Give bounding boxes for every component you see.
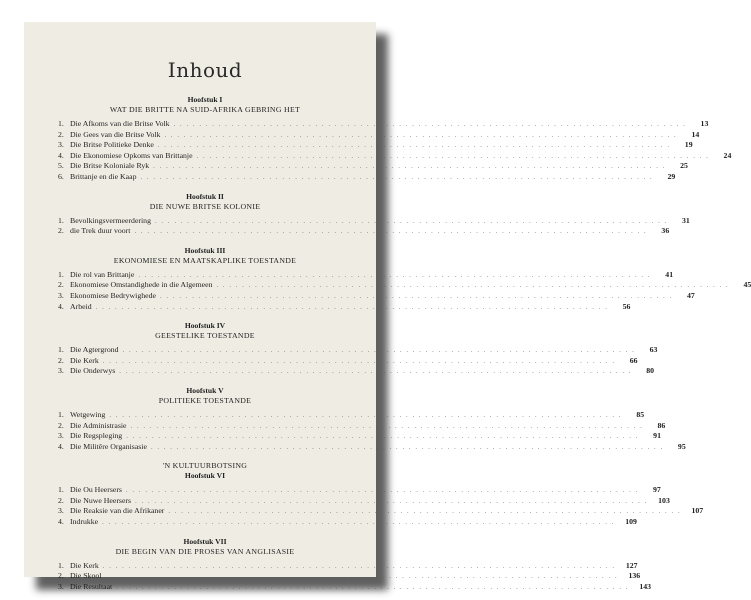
chapter-section	[58, 245, 751, 312]
entry-number: 1.	[58, 485, 64, 495]
toc-entry	[58, 431, 661, 442]
entry-page-number: 143	[639, 581, 652, 591]
entry-page-number: 97	[652, 485, 661, 495]
toc-entry	[58, 560, 638, 572]
entry-label: Die Britse Koloniale Ryk	[70, 161, 150, 171]
dot-leader: . . . . . . . . . . . . . . . . . . . . . . . . . . . . . . . . . . . . . . . . . . . . . . . . . . . . . . . . . . . . . . . . . . . . . . . . . . . . . . . .	[105, 573, 619, 581]
entry-label: Die Nuwe Heersers	[70, 495, 132, 505]
dot-leader: . . . . . . . . . . . . . . . . . . . . . . . . . . . . . . . . . . . . . . . . . . . . . . . . . . . . . . . . . . . . . . . . . . . . . . . . . . . . . . . .	[150, 443, 664, 451]
toc-entry	[58, 355, 638, 367]
chapter-title: POLITIEKE TOESTANDE	[158, 395, 252, 405]
toc-entry	[58, 215, 690, 227]
entry-label: Arbeid	[70, 301, 92, 311]
toc-entry	[58, 517, 637, 528]
entry-page-number: 136	[628, 571, 641, 581]
entry-label: Bevolkingsvermeerdering	[70, 215, 151, 225]
toc-entry	[58, 301, 631, 313]
toc-entry	[58, 495, 670, 507]
toc-entry	[58, 290, 695, 302]
toc-entry	[58, 161, 688, 172]
dot-leader: . . . . . . . . . . . . . . . . . . . . . . . . . . . . . . . . . . . . . . . . . . . . . . . . . . . . . . . . . . . . . . . . . . . . . . . . . . . . . . . .	[138, 271, 652, 279]
entry-number: 4.	[58, 150, 64, 160]
dot-leader: . . . . . . . . . . . . . . . . . . . . . . . . . . . . . . . . . . . . . . . . . . . . . . . . . . . . . . . . . . . . . . . . . . . . . . . . . . . . . . . .	[157, 142, 671, 150]
toc-entry	[58, 226, 670, 237]
toc-entry	[58, 140, 693, 151]
entry-page-number: 80	[646, 366, 655, 376]
dot-leader: . . . . . . . . . . . . . . . . . . . . . . . . . . . . . . . . . . . . . . . . . . . . . . . . . . . . . . . . . . . . . . . . . . . . . . . . . . . . . . . .	[153, 163, 666, 171]
entry-label: Die Resultaat	[70, 581, 113, 591]
entry-number: 4.	[58, 441, 64, 451]
entry-page-number: 103	[658, 495, 670, 505]
chapter-heading: Hoofstuk II	[186, 191, 224, 201]
entry-label: Brittanje en die Kaap	[70, 171, 137, 181]
toc-entry	[58, 129, 700, 141]
entry-number: 1.	[58, 345, 64, 355]
dot-leader: . . . . . . . . . . . . . . . . . . . . . . . . . . . . . . . . . . . . . . . . . . . . . . . . . . . . . . . . . . . . . . . . . . . . . . . . . . . . . . . .	[116, 583, 630, 591]
entry-label: Die Ekonomiese Opkoms van Brittanje	[70, 150, 193, 160]
entry-label: Die Gees van die Britse Volk	[70, 129, 161, 139]
toc-entry	[58, 280, 751, 291]
entry-page-number: 36	[661, 226, 670, 236]
entry-label: Ekonomiese Omstandighede in die Algemeen	[70, 280, 213, 290]
entry-label: Die Afkoms van die Britse Volk	[70, 119, 170, 128]
chapter-heading: Hoofstuk VI	[184, 471, 226, 481]
entry-number: 1.	[58, 215, 64, 225]
chapter-title: GEESTELIKE TOESTANDE	[155, 331, 255, 341]
entry-page-number: 109	[625, 517, 637, 527]
entry-page-number: 13	[700, 119, 709, 128]
entry-label: Die Britse Politieke Denke	[70, 140, 154, 150]
page-title: Inhoud	[167, 58, 243, 82]
chapter-heading: Hoofstuk IV	[184, 321, 226, 331]
entry-number: 3.	[58, 581, 64, 591]
toc-entry	[58, 485, 661, 496]
entry-page-number: 47	[686, 290, 695, 300]
dot-leader: . . . . . . . . . . . . . . . . . . . . . . . . . . . . . . . . . . . . . . . . . . . . . . . . . . . . . . . . . . . . . . . . . . . . . . . . . . . . . . . .	[164, 131, 678, 139]
dot-leader: . . . . . . . . . . . . . . . . . . . . . . . . . . . . . . . . . . . . . . . . . . . . . . . . . . . . . . . . . . . . . . . . . . . . . . . . . . . . . . . .	[196, 152, 710, 160]
entry-page-number: 29	[667, 171, 676, 181]
entry-page-number: 14	[691, 129, 700, 139]
entry-number: 6.	[58, 171, 64, 181]
entry-page-number: 91	[653, 431, 661, 441]
entry-page-number: 45	[743, 280, 751, 290]
toc-entry	[58, 150, 732, 162]
entry-number: 3.	[58, 431, 64, 441]
dot-leader: . . . . . . . . . . . . . . . . . . . . . . . . . . . . . . . . . . . . . . . . . . . . . . . . . . . . . . . . . . . . . . . . . . . . . . . . . . . . . . . .	[135, 497, 648, 505]
toc-entry	[58, 441, 686, 453]
entry-number: 2.	[58, 280, 64, 290]
entry-label: Die Ou Heersers	[70, 485, 122, 495]
chapter-title: DIE NUWE BRITSE KOLONIE	[149, 201, 261, 211]
entry-page-number: 86	[657, 420, 666, 430]
entry-number: 1.	[58, 269, 64, 279]
entry-number: 1.	[58, 560, 64, 570]
entry-number: 3.	[58, 366, 64, 376]
entry-label: Die rol van Brittanje	[70, 269, 135, 279]
chapter-section	[58, 536, 652, 593]
dot-leader: . . . . . . . . . . . . . . . . . . . . . . . . . . . . . . . . . . . . . . . . . . . . . . . . . . . . . . . . . . . . . . . . . . . . . . . . . . . . . . . .	[140, 173, 654, 181]
entry-number: 1.	[58, 409, 64, 419]
entry-number: 2.	[58, 420, 64, 430]
entry-page-number: 85	[636, 409, 645, 419]
chapter-heading: Hoofstuk VII	[183, 536, 227, 546]
entry-label: Die Reaksie van die Afrikaner	[70, 506, 165, 516]
entry-label: Die Regspleging	[70, 431, 123, 441]
entry-page-number: 107	[691, 506, 704, 516]
dot-leader: . . . . . . . . . . . . . . . . . . . . . . . . . . . . . . . . . . . . . . . . . . . . . . . . . . . . . . . . . . . . . . . . . . . . . . . . . . . . . . . .	[95, 303, 609, 311]
entry-label: Die Agtergrond	[70, 345, 119, 355]
toc-entry	[58, 506, 704, 517]
entry-number: 2.	[58, 226, 64, 236]
entry-page-number: 56	[622, 301, 631, 311]
toc-entry	[58, 119, 709, 130]
dot-leader: . . . . . . . . . . . . . . . . . . . . . . . . . . . . . . . . . . . . . . . . . . . . . . . . . . . . . . . . . . . . . . . . . . . . . . . . . . . . . . . .	[119, 368, 633, 376]
chapter-section	[58, 191, 690, 237]
dot-leader: . . . . . . . . . . . . . . . . . . . . . . . . . . . . . . . . . . . . . . . . . . . . . . . . . . . . . . . . . . . . . . . . . . . . . . . . . . . . . . . .	[122, 347, 636, 355]
entry-label: Die Skool	[70, 571, 102, 581]
entry-number: 1.	[58, 119, 64, 128]
entry-page-number: 63	[649, 345, 658, 355]
entry-number: 2.	[58, 571, 64, 581]
entry-label: Die Onderwys	[70, 366, 116, 376]
entry-page-number: 25	[680, 161, 688, 171]
chapter-section	[58, 321, 658, 377]
dot-leader: . . . . . . . . . . . . . . . . . . . . . . . . . . . . . . . . . . . . . . . . . . . . . . . . . . . . . . . . . . . . . . . . . . . . . . . . . . . . . . . .	[125, 487, 639, 495]
dot-leader: . . . . . . . . . . . . . . . . . . . . . . . . . . . . . . . . . . . . . . . . . . . . . . . . . . . . . . . . . . . . . . . . . . . . . . . . . . . . . . . .	[126, 433, 639, 441]
entry-page-number: 24	[723, 150, 732, 160]
entry-number: 3.	[58, 290, 64, 300]
chapter-section	[58, 461, 704, 527]
table-of-contents	[58, 95, 751, 592]
dot-leader: . . . . . . . . . . . . . . . . . . . . . . . . . . . . . . . . . . . . . . . . . . . . . . . . . . . . . . . . . . . . . . . . . . . . . . . . . . . . . . . .	[168, 508, 682, 516]
entry-number: 2.	[58, 129, 64, 139]
toc-entry	[58, 581, 652, 593]
entry-number: 4.	[58, 517, 64, 527]
entry-label: Die Militêre Organisasie	[70, 441, 147, 451]
dot-leader: . . . . . . . . . . . . . . . . . . . . . . . . . . . . . . . . . . . . . . . . . . . . . . . . . . . . . . . . . . . . . . . . . . . . . . . . . . . . . . . .	[130, 422, 644, 430]
entry-page-number: 31	[681, 215, 690, 225]
dot-leader: . . . . . . . . . . . . . . . . . . . . . . . . . . . . . . . . . . . . . . . . . . . . . . . . . . . . . . . . . . . . . . . . . . . . . . . . . . . . . . . .	[102, 357, 616, 365]
entry-number: 2.	[58, 355, 64, 365]
entry-label: die Trek duur voort	[70, 226, 131, 236]
entry-number: 2.	[58, 495, 64, 505]
entry-label: Die Kerk	[70, 355, 99, 365]
entry-page-number: 66	[629, 355, 638, 365]
chapter-heading: Hoofstuk V	[186, 385, 224, 395]
entry-number: 4.	[58, 301, 64, 311]
chapter-heading: Hoofstuk III	[184, 245, 226, 255]
entry-number: 3.	[58, 140, 64, 150]
dot-leader: . . . . . . . . . . . . . . . . . . . . . . . . . . . . . . . . . . . . . . . . . . . . . . . . . . . . . . . . . . . . . . . . . . . . . . . . . . . . . . . .	[102, 519, 615, 527]
chapter-section	[58, 385, 686, 452]
toc-entry	[58, 366, 655, 377]
chapter-title: EKONOMIESE EN MAATSKAPLIKE TOESTANDE	[113, 255, 297, 265]
book-page	[24, 22, 751, 591]
entry-label: Wetgewing	[70, 409, 106, 419]
dot-leader: . . . . . . . . . . . . . . . . . . . . . . . . . . . . . . . . . . . . . . . . . . . . . . . . . . . . . . . . . . . . . . . . . . . . . . . . . . . . . . . .	[159, 292, 673, 300]
entry-label: Indrukke	[70, 517, 99, 527]
chapter-heading: Hoofstuk I	[187, 95, 223, 104]
dot-leader: . . . . . . . . . . . . . . . . . . . . . . . . . . . . . . . . . . . . . . . . . . . . . . . . . . . . . . . . . . . . . . . . . . . . . . . . . . . . . . . .	[173, 121, 687, 128]
dot-leader: . . . . . . . . . . . . . . . . . . . . . . . . . . . . . . . . . . . . . . . . . . . . . . . . . . . . . . . . . . . . . . . . . . . . . . . . . . . . . . . .	[154, 217, 668, 225]
entry-number: 5.	[58, 161, 64, 171]
entry-page-number: 19	[684, 140, 693, 150]
toc-entry	[58, 269, 674, 281]
toc-entry	[58, 345, 658, 356]
entry-label: Die Administrasie	[70, 420, 127, 430]
dot-leader: . . . . . . . . . . . . . . . . . . . . . . . . . . . . . . . . . . . . . . . . . . . . . . . . . . . . . . . . . . . . . . . . . . . . . . . . . . . . . . . .	[216, 282, 730, 290]
toc-entry	[58, 571, 641, 582]
chapter-title: WAT DIE BRITTE NA SUID-AFRIKA GEBRING HET	[109, 105, 301, 114]
dot-leader: . . . . . . . . . . . . . . . . . . . . . . . . . . . . . . . . . . . . . . . . . . . . . . . . . . . . . . . . . . . . . . . . . . . . . . . . . . . . . . . .	[134, 228, 648, 236]
chapter-title: 'N KULTUURBOTSING	[162, 461, 248, 471]
entry-label: Ekonomiese Bedrywighede	[70, 290, 156, 300]
entry-page-number: 95	[677, 441, 686, 451]
toc-entry	[58, 409, 645, 421]
dot-leader: . . . . . . . . . . . . . . . . . . . . . . . . . . . . . . . . . . . . . . . . . . . . . . . . . . . . . . . . . . . . . . . . . . . . . . . . . . . . . . . .	[102, 562, 616, 570]
chapter-section	[58, 95, 732, 183]
entry-page-number: 41	[665, 269, 674, 279]
chapter-title: DIE BEGIN VAN DIE PROSES VAN ANGLISASIE	[115, 546, 295, 556]
entry-page-number: 127	[625, 560, 638, 570]
entry-label: Die Kerk	[70, 560, 99, 570]
dot-leader: . . . . . . . . . . . . . . . . . . . . . . . . . . . . . . . . . . . . . . . . . . . . . . . . . . . . . . . . . . . . . . . . . . . . . . . . . . . . . . . .	[109, 411, 623, 419]
toc-entry	[58, 420, 666, 432]
toc-entry	[58, 171, 676, 183]
entry-number: 3.	[58, 506, 64, 516]
